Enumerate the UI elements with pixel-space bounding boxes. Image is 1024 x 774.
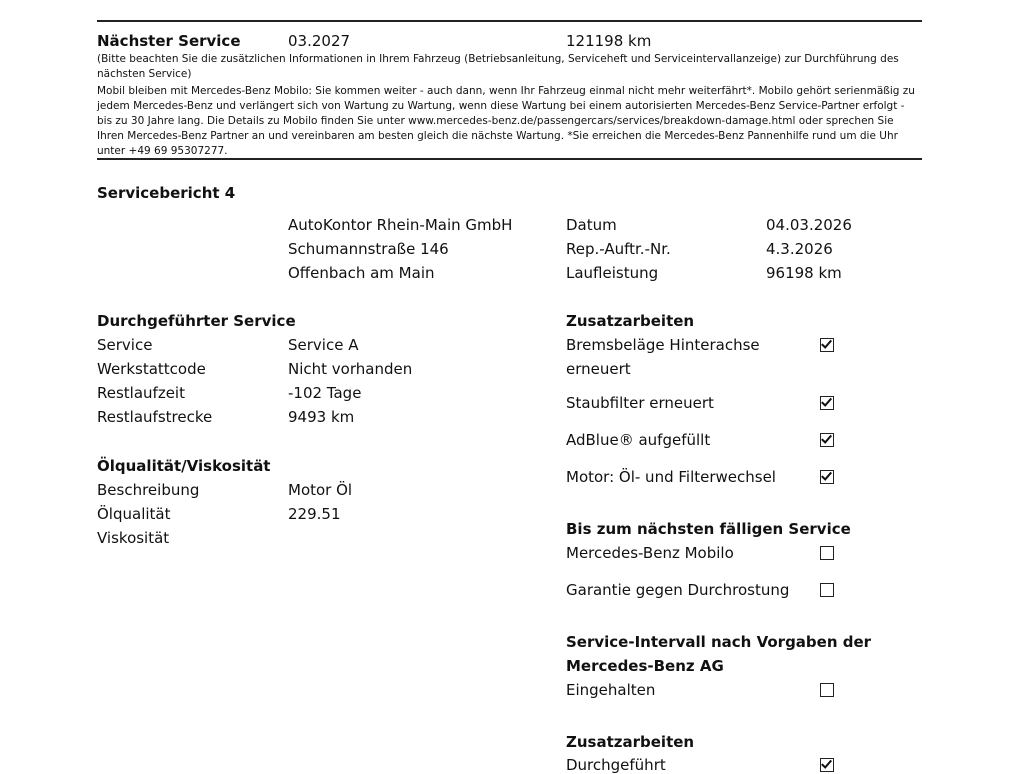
workshop-name: AutoKontor Rhein-Main GmbH bbox=[288, 216, 513, 234]
top-divider bbox=[97, 20, 922, 22]
mobilo-info-text: Mobil bleiben mit Mercedes-Benz Mobilo: Sie kommen weiter - auch dann, wenn Ihr Fahrzeug einmal nicht mehr weiterfährt*. Mobilo gehört serienmäßig zu jedem Mercedes-Benz und verlängert sich von Wartung zu Wartung, wenn diese Wartung bei einem autorisierten Mercedes-Benz Service-Partner erfolgt - bis zu 30 Jahre lang. Die Details zu Mobilo finden Sie unter www.mercedes-benz.de/passengercars/services/breakdown-damage.html oder sprechen Sie Ihren Mercedes-Benz Partner an und vereinbaren am besten gleich die nächste Wartung. *Sie erreichen die Mercedes-Benz Pannenhilfe rund um die Uhr unter +49 69 95307277. bbox=[97, 85, 915, 157]
mobilo-label: Mercedes-Benz Mobilo bbox=[566, 544, 734, 562]
extra-work-performed-checkbox[interactable] bbox=[820, 758, 834, 772]
check-icon bbox=[821, 471, 832, 482]
interval-kept-label: Eingehalten bbox=[566, 681, 656, 699]
workshop-code-value: Nicht vorhanden bbox=[288, 360, 413, 378]
meta-value-mileage: 96198 km bbox=[766, 264, 842, 282]
extra-work-adblue-label: AdBlue® aufgefüllt bbox=[566, 431, 711, 449]
until-next-service-title: Bis zum nächsten fälligen Service bbox=[566, 520, 851, 538]
meta-value-order-number: 4.3.2026 bbox=[766, 240, 833, 258]
meta-label-date: Datum bbox=[566, 216, 617, 234]
extra-work-adblue-checkbox[interactable] bbox=[820, 433, 834, 447]
meta-value-date: 04.03.2026 bbox=[766, 216, 852, 234]
remaining-time-label: Restlaufzeit bbox=[97, 384, 185, 402]
extra-work-brake-pads-label: Bremsbeläge Hinterachse bbox=[566, 336, 760, 354]
oil-quality-label: Ölqualität bbox=[97, 505, 171, 523]
next-service-km: 121198 km bbox=[566, 32, 652, 50]
workshop-city: Offenbach am Main bbox=[288, 264, 435, 282]
oil-description-label: Beschreibung bbox=[97, 481, 200, 499]
service-done-title: Durchgeführter Service bbox=[97, 312, 296, 330]
remaining-time-value: -102 Tage bbox=[288, 384, 362, 402]
service-interval-title-line2: Mercedes-Benz AG bbox=[566, 657, 724, 675]
report-title: Servicebericht 4 bbox=[97, 184, 236, 202]
extra-work-brake-pads-checkbox[interactable] bbox=[820, 338, 834, 352]
meta-label-mileage: Laufleistung bbox=[566, 264, 659, 282]
oil-viscosity-label: Viskosität bbox=[97, 529, 170, 547]
remaining-distance-value: 9493 km bbox=[288, 408, 355, 426]
next-service-label: Nächster Service bbox=[97, 32, 241, 50]
service-label: Service bbox=[97, 336, 153, 354]
rust-warranty-checkbox[interactable] bbox=[820, 583, 834, 597]
mobilo-checkbox[interactable] bbox=[820, 546, 834, 560]
service-interval-title: Service-Intervall nach Vorgaben der bbox=[566, 633, 872, 651]
workshop-code-label: Werkstattcode bbox=[97, 360, 206, 378]
next-service-note: (Bitte beachten Sie die zusätzlichen Informationen in Ihrem Fahrzeug (Betriebsanleitung, Serviceheft und Serviceintervallanzeige) zur Durchführung des nächsten Service) bbox=[97, 53, 899, 80]
check-icon bbox=[821, 397, 832, 408]
workshop-street: Schumannstraße 146 bbox=[288, 240, 449, 258]
oil-description-value: Motor Öl bbox=[288, 481, 353, 499]
header-bottom-divider bbox=[97, 158, 922, 160]
check-icon bbox=[821, 434, 832, 445]
extra-work-dust-filter-checkbox[interactable] bbox=[820, 396, 834, 410]
oil-quality-value: 229.51 bbox=[288, 505, 341, 523]
extra-work-2-title: Zusatzarbeiten bbox=[566, 733, 695, 751]
extra-work-oil-change-label: Motor: Öl- und Filterwechsel bbox=[566, 468, 776, 486]
remaining-distance-label: Restlaufstrecke bbox=[97, 408, 213, 426]
extra-work-performed-label: Durchgeführt bbox=[566, 756, 666, 774]
extra-work-dust-filter-label: Staubfilter erneuert bbox=[566, 394, 714, 412]
extra-work-brake-pads-label-line2: erneuert bbox=[566, 360, 631, 378]
next-service-date: 03.2027 bbox=[288, 32, 351, 50]
meta-label-order-number: Rep.-Auftr.-Nr. bbox=[566, 240, 671, 258]
service-value: Service A bbox=[288, 336, 359, 354]
interval-kept-checkbox[interactable] bbox=[820, 683, 834, 697]
extra-work-title: Zusatzarbeiten bbox=[566, 312, 695, 330]
rust-warranty-label: Garantie gegen Durchrostung bbox=[566, 581, 790, 599]
extra-work-oil-change-checkbox[interactable] bbox=[820, 470, 834, 484]
oil-title: Ölqualität/Viskosität bbox=[97, 457, 271, 475]
check-icon bbox=[821, 759, 832, 770]
check-icon bbox=[821, 339, 832, 350]
